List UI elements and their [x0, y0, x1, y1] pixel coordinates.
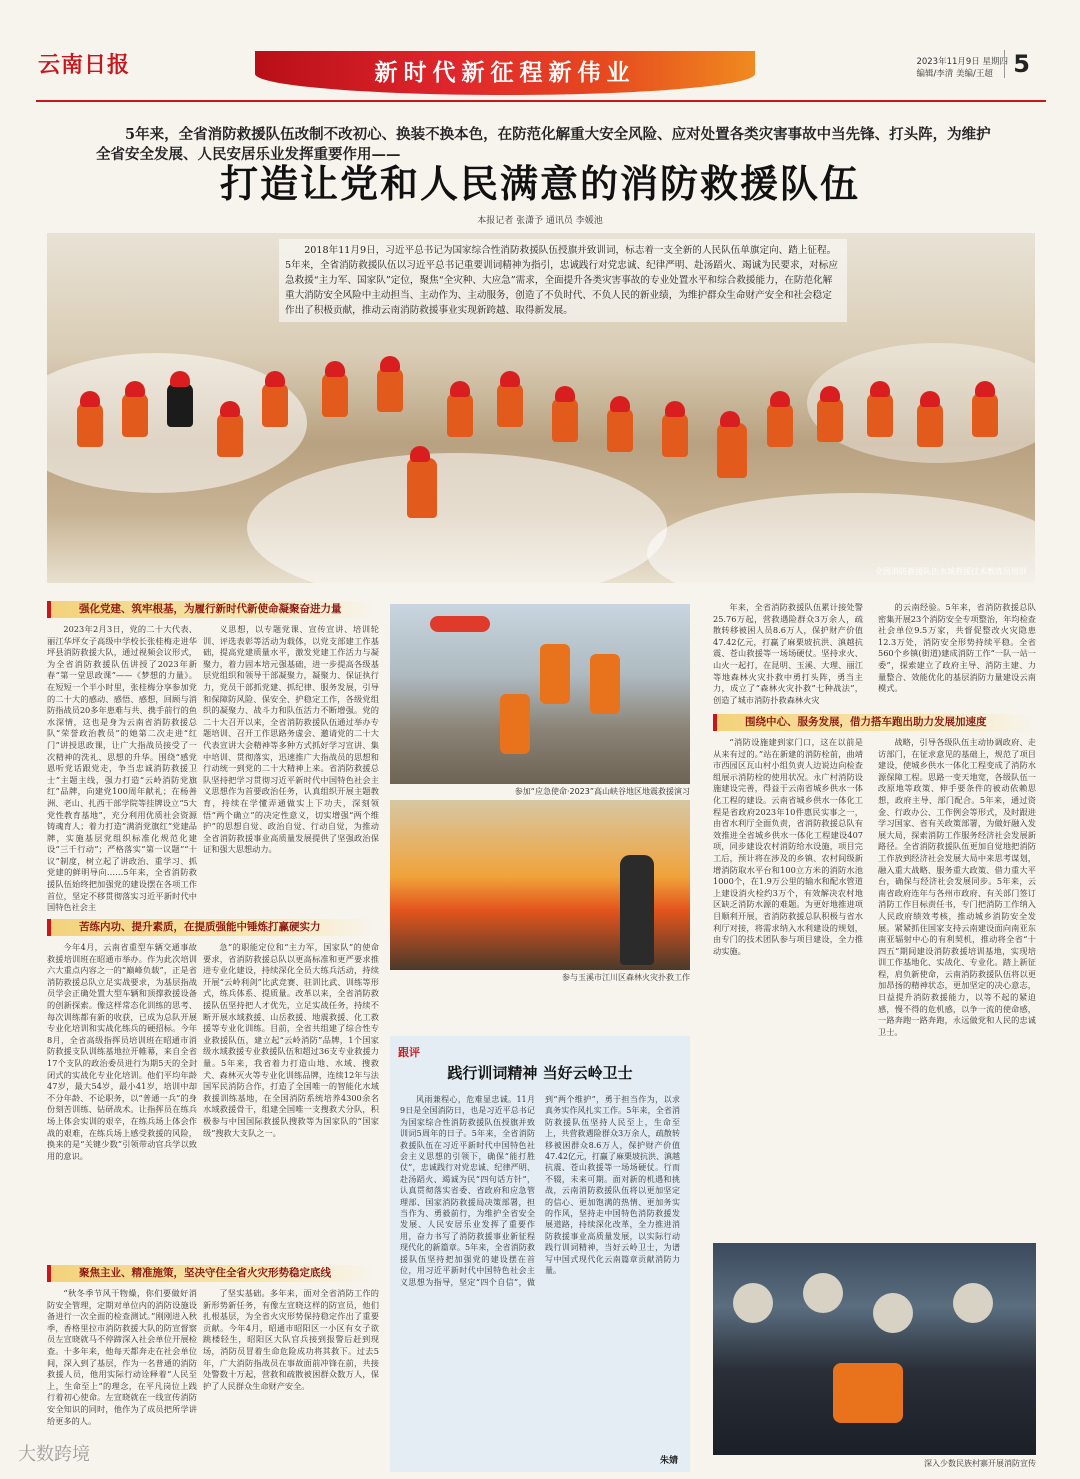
commentary-body: 风雨兼程心，危难显忠诚。11月9日是全国消防日，也是习近平总书记为国家综合性消防救援队伍授旗并致训词5周年的日子。5年来，全省消防救援队伍在习近平新时代中国特色社会主义思想的引领下，确保“能打胜仗”，忠诚践行对党忠诚、纪律严明、赴汤蹈火、竭诚为民“四句话方针”，认真贯彻落实省委、省政府和应急管理部、国家消防救援局决策部署，担当作为、勇毅前行，为维护全省安全发展、人民安居乐业发挥了重要作用，奋力书写了消防救援事业新征程现代化的新篇章。5年来，全省消防救援队伍坚持把加强党的建设摆在首位，用习近平新时代中国特色社会主义思想为指导，坚定“四个自信”，做到“两个维护”，勇于担当作为，以求真务实作风扎实工作。5年来，全省消防救援队伍坚持人民至上，生命至上，共营救遇险群众3万余人，疏散转移被困群众8.6万人，保护财产价值47.42亿元，打赢了麻栗坡抗洪、滇越抗震、苍山救援等一场场硬仗。行而不辍，未来可期。面对新的机遇和挑战，云南消防救援队伍将以更加坚定的信心、更加饱满的热情、更加务实的作风，坚持走中国特色消防救援发展道路，持续深化改革，全力推进消防救援事业高质量发展，以实际行动践行训词精神，当好云岭卫士，为谱写中国式现代化云南篇章贡献消防力量。 [400, 1095, 680, 1287]
page-title: 打造让党和人民满意的消防救援队伍 [219, 162, 860, 206]
forest-fire-caption: 参与玉溪市江川区森林火灾扑救工作 [562, 973, 690, 982]
intro-paragraph: 2018年11月9日，习近平总书记为国家综合性消防救援队伍授旗并致训词，标志着一支全新的人民队伍单旗定向、踏上征程。5年来，全省消防救援队伍以习近平总书记重要训词精神为指引，忠诚践行对党忠诚、纪律严明、赴汤蹈火、竭诚为民要求，对标应急救援“主力军、国家队”定位，聚焦“全灾种、大应急”需求，全面提升各类灾害事故的专业处置水平和综合救援能力，在防范化解重大消防安全风险中主动担当、主动作为、主动服务，创造了不负时代、不负人民的新业绩，为维护群众生命财产安全和社会稳定作出了积极贡献，推动云南消防救援事业实现新跨越、取得新发展。 [279, 239, 847, 322]
village-outreach-photo [713, 1243, 1036, 1455]
lead-subtitle: 5年来，全省消防救援队伍改制不改初心、换装不换本色，在防范化解重大安全风险、应对处置各类灾害事故中当先锋、打头阵，为维护全省安全发展、人民安居乐业发挥重要作用—— [96, 126, 991, 163]
section-training-column-1: 今年4月，云南省重型车辆交通事故救援培训班在昭通市举办。作为此次培训六大重点内容之一的“巅峰负载”，正是省消防救援总队立足实战要求，为基层指战员学会正确处置大型车辆和顶撑救援设备的创新探索。像这样常态化训练的思考、每次训练都有新的收获，已成为总队开展专业化培训和实战化练兵的硬招标。今年8月，全省高级指挥员培训班在昭通市消防救援支队训练基地拉开帷幕，来自全省17个支队的政治委员进行为期5天的全封闭式的实战化专业化培训。他们平均年龄47岁，最大54岁，最小41岁，培训中却不分年龄、不论职务，以“普通一兵”的身份刻苦训练、钻研战术。让指挥员在练兵场上体会实训的艰辛，在练兵场上体会作战的艰难，在练兵场上感受救援的风险，换来的是“关键少数”引领带动官兵学以致用的意识。 [47, 942, 197, 1161]
village-outreach-caption: 深入少数民族村寨开展消防宣传 [924, 1459, 1036, 1468]
firefighter-shape [833, 1363, 903, 1423]
right-column-top-right: 的云南经验。5年来，省消防救援总队密集开展23个消防安全专项整治，年均检查社会单位9.5万家，共督促整改火灾隐患12.3万处，消防安全形势持续平稳。全省560个乡镇(街道)建成消防工作“一队一站一委”，探索建立了政府主导、消防主建、力量整合、效能优化的基层消防力量建设云南模式。 [878, 602, 1036, 694]
villager-shape [873, 1293, 913, 1333]
rescuer-shape [500, 694, 530, 754]
commentary-tag: 跟评 [398, 1046, 420, 1059]
issue-meta [916, 56, 1008, 80]
byline: 本报记者 张潇予 通讯员 李媛池 [477, 216, 603, 226]
section-fire-column-1: “秋冬季节风干物燥，你们要做好消防安全管理，定期对单位内的消防设施设备进行一次全面的检查测试。”刚刚进入秋季，香格里拉市消防救援大队的防宣督察员左宣晓就马不停蹄深入社会单位开展检查。十多年来，他每天都奔走在社会单位间，深入到了基层，作为一名普通的消防救援人员，他用实际行动诠释着“人民至上，生命至上”的理念，在平凡岗位上践行着初心使命。左宣晓就在一线宣传消防安全知识的同时，他作为了成员把所学讲给更多的人。 [47, 1288, 197, 1426]
earthquake-drill-caption: 参加“应急使命·2023”高山峡谷地区地震救援演习 [514, 787, 690, 796]
newspaper-logo: 云南日报 [38, 52, 131, 78]
section-heading-development: 围绕中心、服务发展，借力搭车跑出助力发展加速度 [713, 714, 1036, 731]
rescuer-shape [540, 644, 570, 704]
commentary-title: 践行训词精神 当好云岭卫士 [447, 1064, 633, 1082]
development-column-1: “消防设施建到家门口，这在以前是从来有过的。”站在新建的消防栓前，曲靖市西园区瓦山村小组负责人边说边向检查组展示消防栓的使用状况。永广村消防设施建设完善，得益于云南省城乡供水一体化工程的建设。云南省城乡供水一体化工程是省政府2023年10件惠民实事之一，由省水利厅全面负责，省消防救援总队有效推进全省城乡供水一体化工程建设407项，同步建设农村消防给水设施，项目完工后，预计将在涉及的乡镇、农村间级新增消防取水平台和100立方米的消防水池1000个，在1.9万公里的输水和配水管道上建设消火栓约3万个，有效解决农村地区缺乏消防水源的难题。为更好地推进项目顺利开展，省消防救援总队积极与省水利厅对接，将需求纳入水利建设的规划，由专门的技术团队参与项目建设，全力推动实施。 [713, 737, 863, 956]
section-fire-column-2: 了坚实基础。多年来，面对全省消防工作的新形势新任务，有像左宣晓这样的防宣员，他们扎根基层，为全省火灾形势保持稳定作出了重要贡献。今年4月，昭通市昭阳区一小区有女子欲跳楼轻生，昭阳区大队官兵接到报警后赶到现场，消防员冒着生命危险成功将其救下。过去5年，广大消防指战员在事故面前冲锋在前，共接处警数十万起，营救和疏散被困群众数万人，保护了人民群众生命财产安全。 [203, 1288, 379, 1391]
rescuer-shape [590, 654, 620, 714]
right-column-top-left: 年来，全省消防救援队伍累计接处警25.76万起，营救遇险群众3万余人，疏散转移被困人员8.6万人，保护财产价值47.42亿元，打赢了麻栗坡抗洪、滇越抗震、苍山救援等一场场硬仗。坚持求火、山火一起打，在昆明、玉溪、大理、丽江等地森林火灾扑救中勇打头阵，勇当主力，成立了“森林火灾扑救”七种战法”，创造了城市消防扑救森林火灾 [713, 602, 863, 705]
villager-shape [803, 1273, 843, 1313]
helicopter-shape [430, 616, 490, 632]
section-training-column-2: 急”的职能定位和“主力军，国家队”的使命要求，省消防救援总队以更高标准和更严要求推进专业化建设，持续深化全员大练兵活动，持续开展“云岭利剑”比武竞赛、驻训比武、训练等形式，练兵体系、提质量。改革以来，全省消防救援队伍坚持把人才优先，立足实战任务，持续不断开展水域救援、山岳救援、地震救援、化工救援等专业化训练。目前，全省共组建了综合性专业救援队伍，建立起“云岭消防”品牌，1个国家级水域救援专业救援队伍和超过36支专业救援力量。5年来，我省着力打造山地、水域、搜救犬、森林灭火等专业化训练品牌，连续12年与法国军民消防合作，打造了全国唯一的智能化水域救援训练基地，在全国消防系统培养4300余名水域救援骨干，组建全国唯一支搜救犬分队，积极参与中国国际救援队搜救等为国家队的“国家级”搜救大支队之一。 [203, 942, 379, 1138]
issue-editors: 编辑/李清 美编/王超 [916, 69, 993, 79]
top-divider [36, 100, 1046, 102]
hero-caption: 全国消防救援队伍水域救援技术教练员培训 [875, 567, 1027, 576]
firefighter-shape [620, 855, 654, 965]
commentary-author: 朱婧 [659, 1456, 678, 1466]
development-column-2: 战略，引导各级队伍主动协调政府、走访部门，在征求意见的基础上，规范了项目建设，使城乡供水一体化工程变成了消防水源保障工程。思路一变天地宽，各级队伍一改原地等政策、伸手要条件的被动依赖思想，政府主导、部门配合。5年来，通过资金、行政办公、工作例会等形式，及时跟进学习国家、省有关政策部署，为做好融入发展大局，探索消防工作服务经济社会发展新路径。全省消防救援队伍更加自觉地把消防工作放到经济社会发展大局中来思考谋划，融入重大战略、服务重大政策、借力重大平台，确保与经济社会发展同步。5年来，云南省政府连年与各州市政府、有关部门签订消防工作目标责任书，专门把消防工作纳入人民政府绩效考核，推动城乡消防安全发展。紧紧抓住国家支持云南建设面向南亚东南亚辐射中心的有利契机，推动将全省“十四五”期间建设消防救援培训基地，实现培训工作基地化、实战化、专业化。踏上新征程，肩负新使命，云南消防救援队伍将以更加昂扬的精神状态，更加坚定的决心意志，日益提升消防救援能力，以等不起的紧迫感，慢不得的危机感，以争一流的使命感，一路奔跑一路奔跑，永远做党和人民的忠诚卫士。 [878, 737, 1036, 1037]
forest-fire-photo [390, 800, 690, 970]
earthquake-drill-photo [390, 604, 690, 784]
page-number: 5 [1004, 50, 1030, 78]
issue-date: 2023年11月9日 星期四 [916, 57, 1008, 67]
commentary-box [390, 1036, 690, 1472]
section-party-column-1: 2023年2月3日，党的二十大代表、丽江华坪女子高级中学校长张桂梅走进华坪县消防救援大队，通过视频会议形式，为全省消防救援队伍讲授了2023年新春“第一堂思政课”——《梦想的力量》。在短短一个半小时里，张桂梅分享参加党的二十大的感动、感悟、感想，回顾与消防指战员20多年患难与共、携手前行的鱼水深情，这也是身为云南省消防救援总队“荣誉政治教员”的她第二次走进“红门”讲授思政课，让广大指战员接受了一次精神的洗礼、思想的升华。围绕“感党恩听党话跟党走，争当忠诚消防救援卫士”主题主线，强力打造“云岭消防党旗红”品牌，向建党100周年献礼；在杨善洲、老山、扎西干部学院等挂牌设立“5大党性教育基地”，充分利用优质社会资源铸魂育人；着力打造“满消党旗红”党建品牌，实施基层党组织标准化规范化建设“三千行动”；严格落实“第一议题”“十议”制度，树立起了讲政治、重学习、抓党建的鲜明导向……5年来，全省消防救援队伍始终把加强党的建设摆在各项工作首位，坚定不移贯彻落实习近平新时代中国特色社会主 [47, 624, 197, 913]
section-heading-fire-safety: 聚焦主业、精准施策，坚决守住全省火灾形势稳定底线 [47, 1265, 377, 1282]
section-banner [255, 51, 755, 95]
watermark: 大数跨境 [18, 1444, 90, 1465]
section-heading-training: 苦练内功、提升素质，在提质强能中锤炼打赢硬实力 [47, 919, 377, 936]
section-party-column-2: 义思想，以专题党课、宣传宣讲、培训轮训、评选表彰等活动为载体，以党支部建工作基础，提高党建质量水平，激发党建工作活力与凝聚力，着力固本培元强基础，进一步提高各级基层党组织和领导干部凝聚力，凝聚力、保证执行力，党员干部抓党建、抓纪律、服务发展，引导和保障防风险、保安全、护稳定工作，各级党组织的凝聚力、战斗力和队伍活力不断增强。党的二十大召开以来，全省消防救援队伍通过举办专题培训、召开工作思路务虚会、邀请党的二十大代表宣讲大会精神等多种方式抓好学习宣讲、集中培训、贯彻落实，迅速推广大指战员的思想和行动统一到党的二十大精神上来。省消防救援总队坚持把学习贯彻习近平新时代中国特色社会主义思想作为首要政治任务，认真组织开展主题教育，持续在学懂弄通做实上下功夫，深刻领悟“两个确立”的决定性意义，切实增强“两个维护”的思想自觉、政治自觉、行动自觉，为推动全省消防救援事业高质量发展提供了坚强政治保证和强大思想动力。 [203, 624, 379, 855]
villager-shape [733, 1283, 773, 1323]
hero-photo [47, 233, 1035, 583]
villager-shape [953, 1283, 993, 1323]
section-heading-party: 强化党建、筑牢根基，为履行新时代新使命凝聚奋进力量 [47, 601, 377, 618]
banner-text: 新时代新征程新伟业 [374, 59, 636, 86]
